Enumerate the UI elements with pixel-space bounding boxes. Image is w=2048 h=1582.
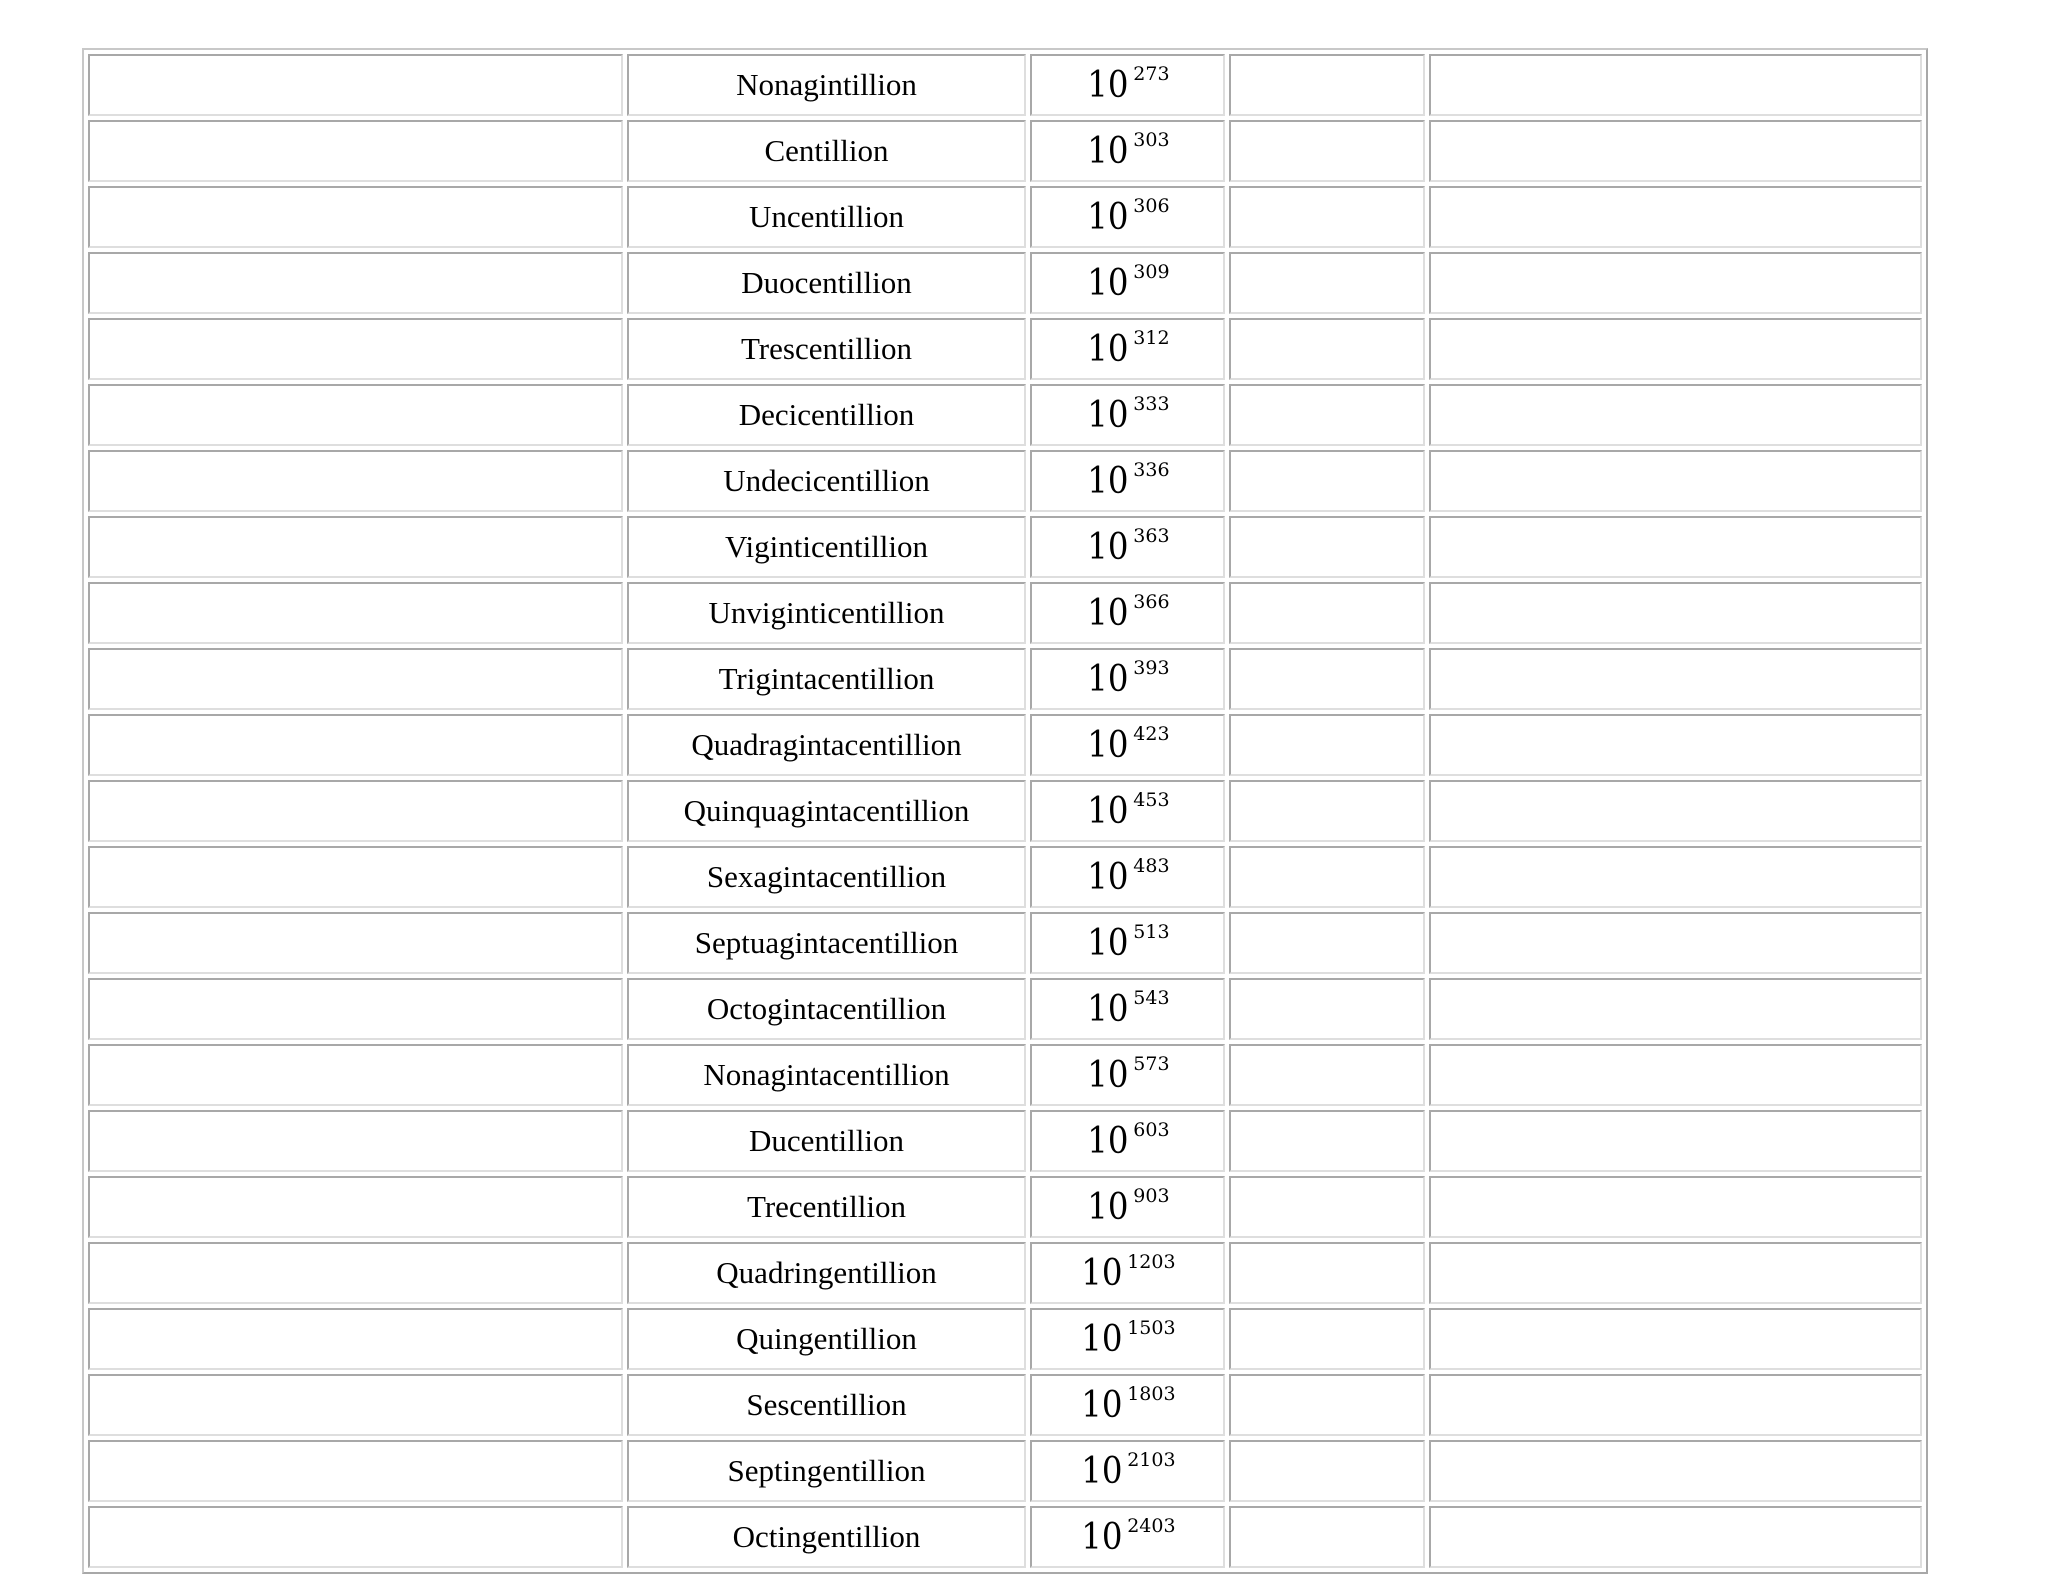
power-of-ten-cell [1030, 582, 1225, 644]
number-name: Septingentillion [727, 1453, 926, 1488]
power-of-ten-cell [1030, 1308, 1225, 1370]
power-of-ten-cell [1030, 1110, 1225, 1172]
power-exponent: 903 [1133, 1184, 1170, 1207]
empty-cell [1229, 54, 1425, 116]
empty-cell [1229, 384, 1425, 446]
number-name: Octogintacentillion [706, 991, 947, 1026]
empty-cell [88, 450, 623, 512]
power-exponent: 1503 [1127, 1316, 1176, 1339]
table-row [88, 1176, 1922, 1238]
empty-cell [1429, 1110, 1922, 1172]
table-row [88, 120, 1922, 182]
power-exponent: 336 [1133, 458, 1170, 481]
power-of-ten-cell [1030, 516, 1225, 578]
number-name: Nonagintacentillion [703, 1057, 950, 1092]
number-name-cell [627, 120, 1026, 182]
table-row [88, 978, 1922, 1040]
empty-cell [1429, 120, 1922, 182]
empty-cell [88, 582, 623, 644]
power-of-ten-cell [1030, 912, 1225, 974]
power-exponent: 309 [1133, 260, 1170, 283]
empty-cell [1429, 384, 1922, 446]
number-name: Octingentillion [732, 1519, 921, 1554]
empty-cell [1429, 54, 1922, 116]
empty-cell [1429, 1176, 1922, 1238]
power-base: 10 [1087, 1120, 1129, 1162]
number-name: Decicentillion [738, 397, 915, 432]
empty-cell [1429, 318, 1922, 380]
number-name-cell [627, 1176, 1026, 1238]
power-exponent: 483 [1133, 854, 1170, 877]
number-name-cell [627, 648, 1026, 710]
number-name: Uncentillion [749, 199, 904, 234]
power-base: 10 [1081, 1318, 1123, 1360]
power-base: 10 [1087, 790, 1129, 832]
power-of-ten-cell [1030, 1176, 1225, 1238]
table-row [88, 714, 1922, 776]
number-name: Quadragintacentillion [691, 727, 962, 762]
number-name: Trescentillion [740, 331, 913, 366]
empty-cell [1429, 648, 1922, 710]
number-name: Quadringentillion [716, 1255, 937, 1290]
empty-cell [1429, 450, 1922, 512]
power-of-ten-cell [1030, 648, 1225, 710]
empty-cell [88, 120, 623, 182]
empty-cell [1429, 846, 1922, 908]
power-of-ten-cell [1030, 714, 1225, 776]
number-name: Ducentillion [749, 1123, 904, 1158]
empty-cell [1229, 1044, 1425, 1106]
number-name-cell [627, 54, 1026, 116]
empty-cell [88, 1308, 623, 1370]
empty-cell [88, 1440, 623, 1502]
number-name: Centillion [764, 133, 889, 168]
power-exponent: 306 [1133, 194, 1170, 217]
table-row [88, 648, 1922, 710]
power-base: 10 [1087, 658, 1129, 700]
empty-cell [1229, 318, 1425, 380]
table-row [88, 1110, 1922, 1172]
table-row [88, 1242, 1922, 1304]
power-base: 10 [1087, 724, 1129, 766]
empty-cell [1429, 1374, 1922, 1436]
number-name-cell [627, 450, 1026, 512]
power-exponent: 513 [1133, 920, 1170, 943]
number-name-cell [627, 516, 1026, 578]
power-base: 10 [1087, 328, 1129, 370]
power-of-ten-cell [1030, 1440, 1225, 1502]
empty-cell [88, 384, 623, 446]
table-body [88, 54, 1922, 1568]
number-name: Trecentillion [746, 1189, 906, 1224]
empty-cell [1229, 1242, 1425, 1304]
table-row [88, 1044, 1922, 1106]
power-of-ten-cell [1030, 1374, 1225, 1436]
number-name-cell [627, 1308, 1026, 1370]
power-base: 10 [1087, 922, 1129, 964]
power-of-ten-cell [1030, 450, 1225, 512]
power-of-ten-cell [1030, 186, 1225, 248]
empty-cell [1429, 516, 1922, 578]
empty-cell [88, 1110, 623, 1172]
power-exponent: 573 [1133, 1052, 1170, 1075]
power-base: 10 [1087, 1054, 1129, 1096]
power-exponent: 1203 [1127, 1250, 1176, 1273]
number-name: Nonagintillion [736, 67, 917, 102]
empty-cell [1229, 1308, 1425, 1370]
number-name-cell [627, 846, 1026, 908]
power-exponent: 333 [1133, 392, 1170, 415]
power-base: 10 [1087, 592, 1129, 634]
power-exponent: 366 [1133, 590, 1170, 613]
empty-cell [1229, 780, 1425, 842]
empty-cell [1429, 1308, 1922, 1370]
power-exponent: 543 [1133, 986, 1170, 1009]
power-base: 10 [1087, 856, 1129, 898]
power-exponent: 1803 [1127, 1382, 1176, 1405]
power-of-ten-cell [1030, 1242, 1225, 1304]
table-row [88, 252, 1922, 314]
power-base: 10 [1087, 394, 1129, 436]
number-name: Quingentillion [736, 1321, 917, 1356]
number-name: Sexagintacentillion [706, 859, 947, 894]
empty-cell [1229, 1110, 1425, 1172]
power-base: 10 [1087, 526, 1129, 568]
table-row [88, 450, 1922, 512]
power-of-ten-cell [1030, 54, 1225, 116]
empty-cell [1429, 1440, 1922, 1502]
empty-cell [88, 714, 623, 776]
table-row [88, 582, 1922, 644]
empty-cell [1229, 978, 1425, 1040]
power-exponent: 393 [1133, 656, 1170, 679]
table-row [88, 780, 1922, 842]
power-of-ten-cell [1030, 846, 1225, 908]
number-name-cell [627, 1110, 1026, 1172]
power-base: 10 [1081, 1450, 1123, 1492]
empty-cell [88, 1044, 623, 1106]
number-name-cell [627, 1242, 1026, 1304]
table-row [88, 1440, 1922, 1502]
number-name-cell [627, 1440, 1026, 1502]
empty-cell [1429, 186, 1922, 248]
table-row [88, 846, 1922, 908]
power-exponent: 273 [1133, 62, 1170, 85]
table-row [88, 318, 1922, 380]
empty-cell [1229, 582, 1425, 644]
table-row [88, 912, 1922, 974]
power-base: 10 [1087, 262, 1129, 304]
empty-cell [1229, 120, 1425, 182]
power-of-ten-cell [1030, 252, 1225, 314]
number-name-cell [627, 186, 1026, 248]
empty-cell [88, 252, 623, 314]
empty-cell [88, 1506, 623, 1568]
power-base: 10 [1087, 460, 1129, 502]
power-exponent: 312 [1133, 326, 1170, 349]
power-of-ten-cell [1030, 978, 1225, 1040]
table-row [88, 54, 1922, 116]
number-name-cell [627, 318, 1026, 380]
number-name-cell [627, 912, 1026, 974]
empty-cell [1429, 582, 1922, 644]
power-of-ten-cell [1030, 120, 1225, 182]
number-name: Sescentillion [746, 1387, 907, 1422]
empty-cell [1429, 1506, 1922, 1568]
power-base: 10 [1087, 988, 1129, 1030]
empty-cell [88, 648, 623, 710]
empty-cell [1229, 450, 1425, 512]
power-of-ten-cell [1030, 384, 1225, 446]
empty-cell [1429, 1044, 1922, 1106]
empty-cell [88, 54, 623, 116]
power-base: 10 [1087, 130, 1129, 172]
empty-cell [1229, 1506, 1425, 1568]
power-base: 10 [1081, 1516, 1123, 1558]
power-base: 10 [1087, 64, 1129, 106]
empty-cell [1229, 186, 1425, 248]
empty-cell [88, 846, 623, 908]
number-name-cell [627, 582, 1026, 644]
empty-cell [88, 912, 623, 974]
table-row [88, 516, 1922, 578]
empty-cell [88, 1374, 623, 1436]
power-exponent: 2103 [1127, 1448, 1176, 1471]
table-row [88, 1374, 1922, 1436]
empty-cell [88, 186, 623, 248]
empty-cell [88, 1176, 623, 1238]
table-row [88, 186, 1922, 248]
empty-cell [88, 318, 623, 380]
number-name-cell [627, 1044, 1026, 1106]
empty-cell [1229, 648, 1425, 710]
power-base: 10 [1081, 1384, 1123, 1426]
number-name: Septuagintacentillion [694, 925, 959, 960]
empty-cell [88, 516, 623, 578]
number-name-cell [627, 714, 1026, 776]
empty-cell [1429, 978, 1922, 1040]
empty-cell [88, 978, 623, 1040]
number-name-cell [627, 978, 1026, 1040]
number-name-cell [627, 1506, 1026, 1568]
empty-cell [1229, 1374, 1425, 1436]
number-name: Unviginticentillion [708, 595, 945, 630]
number-name: Viginticentillion [724, 529, 929, 564]
power-base: 10 [1087, 1186, 1129, 1228]
number-names-table [82, 48, 1928, 1574]
table-row [88, 1308, 1922, 1370]
power-base: 10 [1087, 196, 1129, 238]
empty-cell [1229, 252, 1425, 314]
power-exponent: 303 [1133, 128, 1170, 151]
power-exponent: 603 [1133, 1118, 1170, 1141]
power-of-ten-cell [1030, 318, 1225, 380]
table-row [88, 384, 1922, 446]
power-base: 10 [1081, 1252, 1123, 1294]
table-row [88, 1506, 1922, 1568]
power-of-ten-cell [1030, 1506, 1225, 1568]
empty-cell [88, 780, 623, 842]
power-exponent: 453 [1133, 788, 1170, 811]
empty-cell [1429, 714, 1922, 776]
empty-cell [1229, 1440, 1425, 1502]
empty-cell [88, 1242, 623, 1304]
power-exponent: 2403 [1127, 1514, 1176, 1537]
number-name-cell [627, 384, 1026, 446]
empty-cell [1229, 516, 1425, 578]
number-name: Undecicentillion [723, 463, 930, 498]
empty-cell [1429, 780, 1922, 842]
empty-cell [1429, 912, 1922, 974]
empty-cell [1229, 714, 1425, 776]
power-of-ten-cell [1030, 780, 1225, 842]
empty-cell [1229, 912, 1425, 974]
empty-cell [1429, 1242, 1922, 1304]
number-name-cell [627, 780, 1026, 842]
empty-cell [1229, 846, 1425, 908]
empty-cell [1429, 252, 1922, 314]
number-name: Trigintacentillion [718, 661, 935, 696]
power-exponent: 423 [1133, 722, 1170, 745]
number-name: Quinquagintacentillion [683, 793, 970, 828]
power-of-ten-cell [1030, 1044, 1225, 1106]
number-name-cell [627, 1374, 1026, 1436]
number-name: Duocentillion [741, 265, 912, 300]
number-name-cell [627, 252, 1026, 314]
power-exponent: 363 [1133, 524, 1170, 547]
empty-cell [1229, 1176, 1425, 1238]
